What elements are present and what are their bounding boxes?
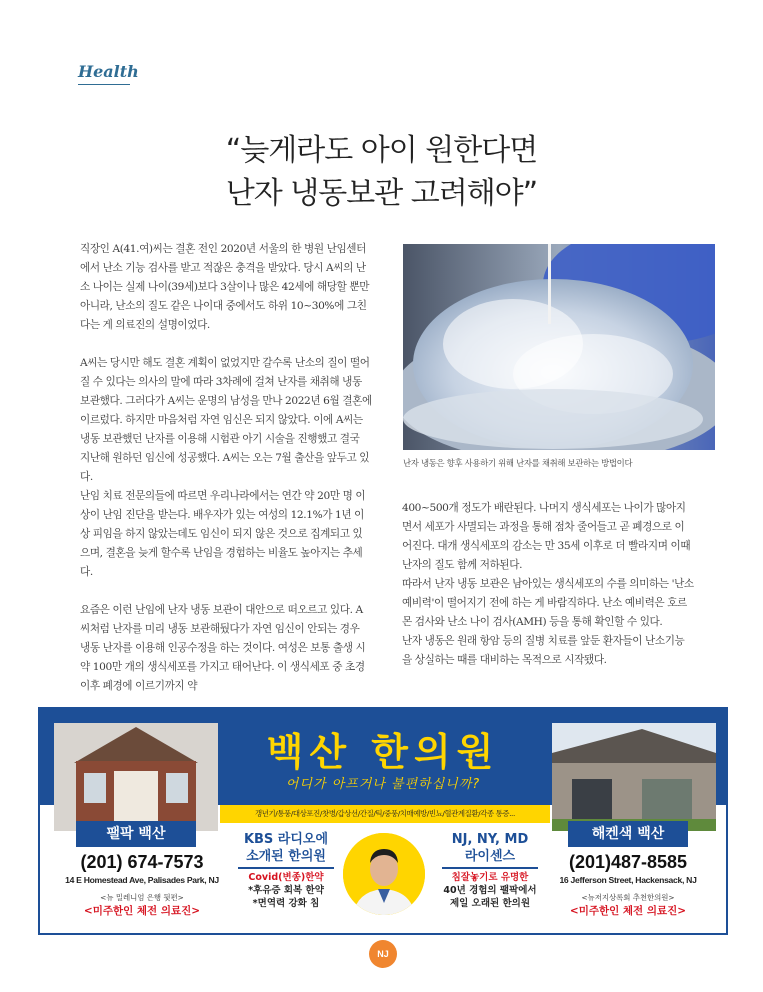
article-paragraph: 난자 냉동은 원래 항암 등의 질병 치료를 앞둔 환자들이 난소기능을 상실하는 때를 대비하는 목적으로 시작됐다.	[402, 635, 685, 666]
article-paragraph: 400~500개 정도가 배란된다. 나머지 생식세포는 나이가 많아지면서 세포가 사멸되는 과정을 통해 점차 줄어들고 곧 폐경으로 이어진다. 대개 생식세포의 감소는 만 35세 이후로 더 빨라지며 이때 난자의 질도 함께 저하된다.	[402, 502, 691, 571]
article-paragraph: 요즘은 이런 난임에 난자 냉동 보관이 대안으로 떠오르고 있다. A씨처럼 난자를 미리 냉동 보관해뒀다가 자연 임신이 안되는 경우 냉동 난자를 이용해 인공수정을 하는 것이다. 여성은 보통 출생 시 약 100만 개의 생식세포를 가지고 태어난다. 이 생식세포 중 초경 이후 폐경에 이르기까지 약	[80, 604, 366, 692]
kbs-heading	[226, 831, 346, 865]
article-paragraph: 따라서 난자 냉동 보관은 남아있는 생식세포의 수를 의미하는 '난소 예비력'이 떨어지기 전에 하는 게 바람직하다. 난소 예비력은 호르몬 검사와 난소 나이 검사(AMH) 등을 통해 확인할 수 있다.	[402, 578, 694, 628]
license-divider	[442, 867, 538, 869]
palisades-phone: (201) 674-7573	[80, 852, 204, 872]
article-right-column	[402, 499, 694, 670]
license-heading	[430, 831, 550, 865]
clinic-subtitle: 어디가 아프거나 불편하십니까?	[285, 777, 481, 792]
clinic-advertisement	[38, 707, 728, 935]
headline-line-1: “늦게라도 아이 원한다면	[225, 133, 538, 168]
article-paragraph: 직장인 A(41.여)씨는 결혼 전인 2020년 서울의 한 병원 난임센터에서 난소 기능 검사를 받고 적잖은 충격을 받았다. 당시 A씨의 난소 나이는 실제 나이(39세)보다 3살이나 많은 42세에 해당할 뿐만 아니라, 난소의 질도 같은 나이대 중에서도 하위 10~30%에 그친다는 게 의료진의 설명이었다.	[80, 243, 370, 331]
services-strip: 갱년기/통풍/대상포진/찻병/갑상선/간질/틱/중풍/치매예방/빈뇨/혈관계질환/각종 통증...	[220, 805, 550, 823]
hackensack-tagline: <미주한인 체전 의료진>	[569, 905, 687, 917]
kbs-heading-line-2: 소개된 한의원	[246, 849, 326, 864]
hackensack-phone: (201)487-8585	[568, 852, 688, 872]
recovery-herbal-text: *후유증 회복 한약	[248, 885, 324, 896]
palisades-tagline: <미주한인 체전 의료진>	[83, 905, 201, 917]
palisades-address: 14 E Homestead Ave, Palisades Park, NJ	[65, 875, 219, 885]
article-left-column	[80, 240, 372, 715]
palisades-note: <뉴 밀레니엄 은행 뒷편>	[100, 893, 184, 902]
photo-caption: 난자 냉동은 향후 사용하기 위해 난자를 채취해 보관하는 방법이다	[403, 458, 633, 468]
section-divider	[78, 84, 130, 85]
cryo-storage-photo	[403, 244, 715, 450]
covid-herbal-text: Covid(변종)한약	[248, 872, 324, 883]
hackensack-badge: 해켄색 백산	[568, 821, 688, 847]
experience-text: 40년 경험의 팰팍에서	[443, 885, 537, 896]
kbs-heading-line-1: KBS 라디오에	[243, 832, 329, 847]
region-page-badge: NJ	[369, 940, 397, 968]
license-heading-line-2: 라이센스	[464, 849, 516, 864]
kbs-divider	[238, 867, 334, 869]
oldest-clinic-text: 제일 오래된 한의원	[449, 898, 531, 909]
clinic-title: 백산 한의원	[266, 729, 500, 774]
palisades-badge: 팰팍 백산	[76, 821, 196, 847]
article-paragraph: A씨는 당시만 해도 결혼 계획이 없었지만 갈수록 난소의 질이 떨어질 수 있다는 의사의 말에 따라 3차례에 걸쳐 난자를 채취해 냉동 보관했다. 그러다가 A씨는 운명의 남성을 만나 2022년 6월 결혼에 이르렀다. 하지만 마음처럼 자연 임신은 되지 않았다. 이에 A씨는 냉동 보관했던 난자를 이용해 시험관 아기 시술을 진행했고 결국 지난해 원하던 임신에 성공했다. A씨는 오는 7월 출산을 앞두고 있다. 난임 치료 전문의들에 따르면 우리나라에서는 연간 약 20만 명 이상이 난임 진단을 받는다. 배우자가 있는 여성의 12.1%가 1년 이상 피임을 하지 않았는데도 임신이 되지 않은 것으로 집계되고 있으며, 결혼을 늦게 할수록 난임을 경험하는 비율도 높아지는 추세다.	[80, 357, 372, 578]
license-heading-line-1: NJ, NY, MD	[451, 832, 529, 847]
section-tag: Health	[78, 62, 139, 81]
acupuncture-fame-text: 침잘놓기로 유명한	[451, 872, 529, 883]
hackensack-address: 16 Jefferson Street, Hackensack, NJ	[559, 875, 697, 885]
doctor-portrait	[343, 833, 425, 915]
immunity-acupuncture-text: *면역력 강화 침	[252, 898, 320, 909]
hackensack-note: <뉴저지상록회 추천한의원>	[581, 893, 675, 902]
headline-line-2: 난자 냉동보관 고려해야”	[225, 176, 538, 211]
